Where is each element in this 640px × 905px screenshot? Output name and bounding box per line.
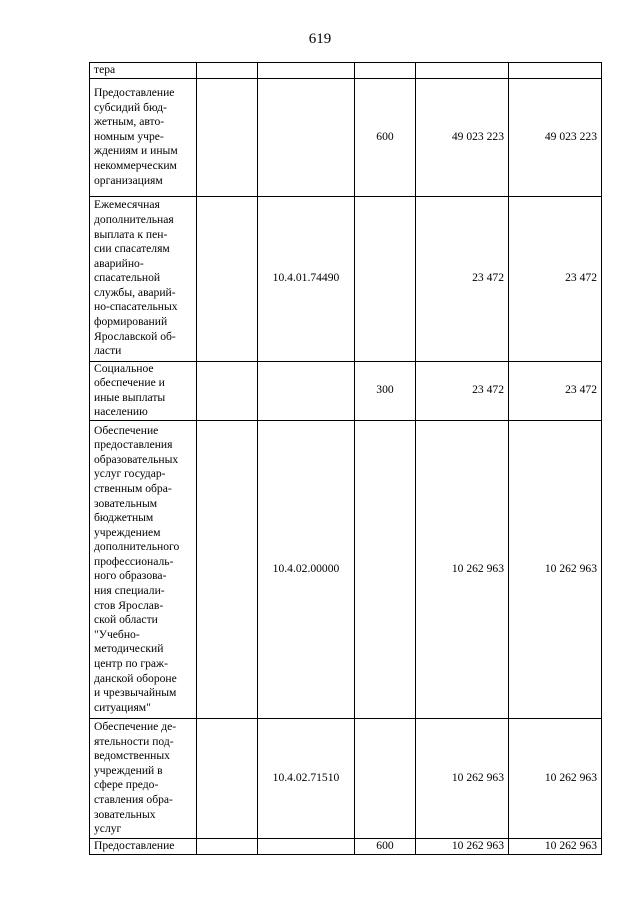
row-name-line: ведомственных [94,749,170,763]
row-name-line: обеспечение и [94,376,165,390]
row-name-line: Предоставление [94,838,175,852]
row-ministry-cell [197,196,258,361]
row-name-line: дополнительная [94,212,174,226]
row-name-line: спасательной [94,271,161,285]
row-name-cell [90,838,197,854]
row-amount2-cell: 23 472 [509,196,602,361]
row-code-cell [258,361,355,420]
table-row [90,420,602,718]
row-amount2-cell: 23 472 [509,361,602,420]
row-name-line: иные выплаты [94,390,166,404]
row-name-line: тера [94,63,116,76]
table-row [90,78,602,196]
row-name-line: сфере предо- [94,778,159,792]
row-name-line: центр по граж- [94,657,168,671]
row-amount2-cell: 10 262 963 [509,838,602,854]
row-name-line: Предоставление [94,86,175,100]
row-type-cell: 600 [355,838,416,854]
row-code-cell [258,78,355,196]
row-ministry-cell [197,63,258,79]
row-name-line: формирований [94,315,168,329]
row-name-cell [90,361,197,420]
row-amount1-cell: 10 262 963 [416,838,509,854]
row-amount2-cell: 49 023 223 [509,78,602,196]
row-type-cell [355,718,416,838]
row-amount2-cell [509,63,602,79]
row-name-line: профессиональ- [94,554,174,568]
row-amount1-cell: 23 472 [416,361,509,420]
row-name-cell [90,420,197,718]
row-amount1-cell [416,63,509,79]
table-row [90,63,602,79]
row-name-line: жетным, авто- [94,115,165,129]
row-name-line: ждениям и иным [94,144,178,158]
row-name-line: ставления обра- [94,793,173,807]
page-number: 619 [308,31,332,47]
table-row [90,718,602,838]
row-name-line: ской области [94,613,158,627]
row-name-line: выплата к пен- [94,227,168,241]
row-type-cell: 600 [355,78,416,196]
row-name-line: предоставления [94,438,173,452]
budget-table [89,62,602,855]
row-name-line: ситуациям" [94,700,151,714]
row-name-line: некоммерческим [94,158,177,172]
row-name-line: услуг государ- [94,467,166,481]
row-name-line: ласти [94,344,122,358]
row-type-cell [355,420,416,718]
row-name-line: номным учре- [94,129,164,143]
row-name-line: службы, аварий- [94,285,176,299]
row-name-cell [90,78,197,196]
table-row [90,196,602,361]
row-name-line: и чрезвычайным [94,686,177,700]
row-type-cell: 300 [355,361,416,420]
row-name-cell [90,196,197,361]
row-name-line: зовательных [94,807,156,821]
row-name-line: стов Ярослав- [94,598,164,612]
row-name-line: организациям [94,173,163,187]
row-amount1-cell: 23 472 [416,196,509,361]
row-name-line: зовательным [94,496,158,510]
row-type-cell [355,196,416,361]
row-ministry-cell [197,78,258,196]
row-name-line: но-спасательных [94,300,178,314]
row-name-line: Ярославской об- [94,329,176,343]
row-amount2-cell: 10 262 963 [509,420,602,718]
row-name-line: услуг [94,822,122,836]
row-code-cell [258,63,355,79]
row-name-line: сии спасателям [94,242,170,256]
row-name-cell [90,718,197,838]
row-name-line: ственным обра- [94,481,172,495]
row-name-line: ного образова- [94,569,167,583]
row-name-line: ятельности под- [94,734,174,748]
row-name-line: методический [94,642,164,656]
row-type-cell [355,63,416,79]
row-name-line: ния специали- [94,584,165,598]
row-code-cell [258,838,355,854]
row-name-line: Социальное [94,361,154,375]
row-name-line: населению [94,405,148,419]
row-name-line: Обеспечение [94,423,159,437]
row-ministry-cell [197,420,258,718]
row-code-cell: 10.4.01.74490 [258,196,355,361]
row-amount2-cell: 10 262 963 [509,718,602,838]
row-name-line: Обеспечение де- [94,720,177,734]
budget-table-body [90,63,602,855]
row-name-line: образовательных [94,452,179,466]
row-name-line: учреждением [94,525,161,539]
row-code-cell: 10.4.02.00000 [258,420,355,718]
row-amount1-cell: 10 262 963 [416,420,509,718]
row-amount1-cell: 10 262 963 [416,718,509,838]
row-name-line: учреждений в [94,763,163,777]
row-amount1-cell: 49 023 223 [416,78,509,196]
row-name-line: "Учебно- [94,627,140,641]
row-name-line: дополнительного [94,540,180,554]
table-row [90,838,602,854]
row-name-line: данской обороне [94,671,177,685]
row-ministry-cell [197,838,258,854]
row-name-line: Ежемесячная [94,198,160,212]
row-ministry-cell [197,361,258,420]
row-name-line: субсидий бюд- [94,100,167,114]
row-code-cell: 10.4.02.71510 [258,718,355,838]
table-row [90,361,602,420]
row-name-line: аварийно- [94,256,144,270]
row-name-cell [90,63,197,79]
row-ministry-cell [197,718,258,838]
row-name-line: бюджетным [94,511,154,525]
